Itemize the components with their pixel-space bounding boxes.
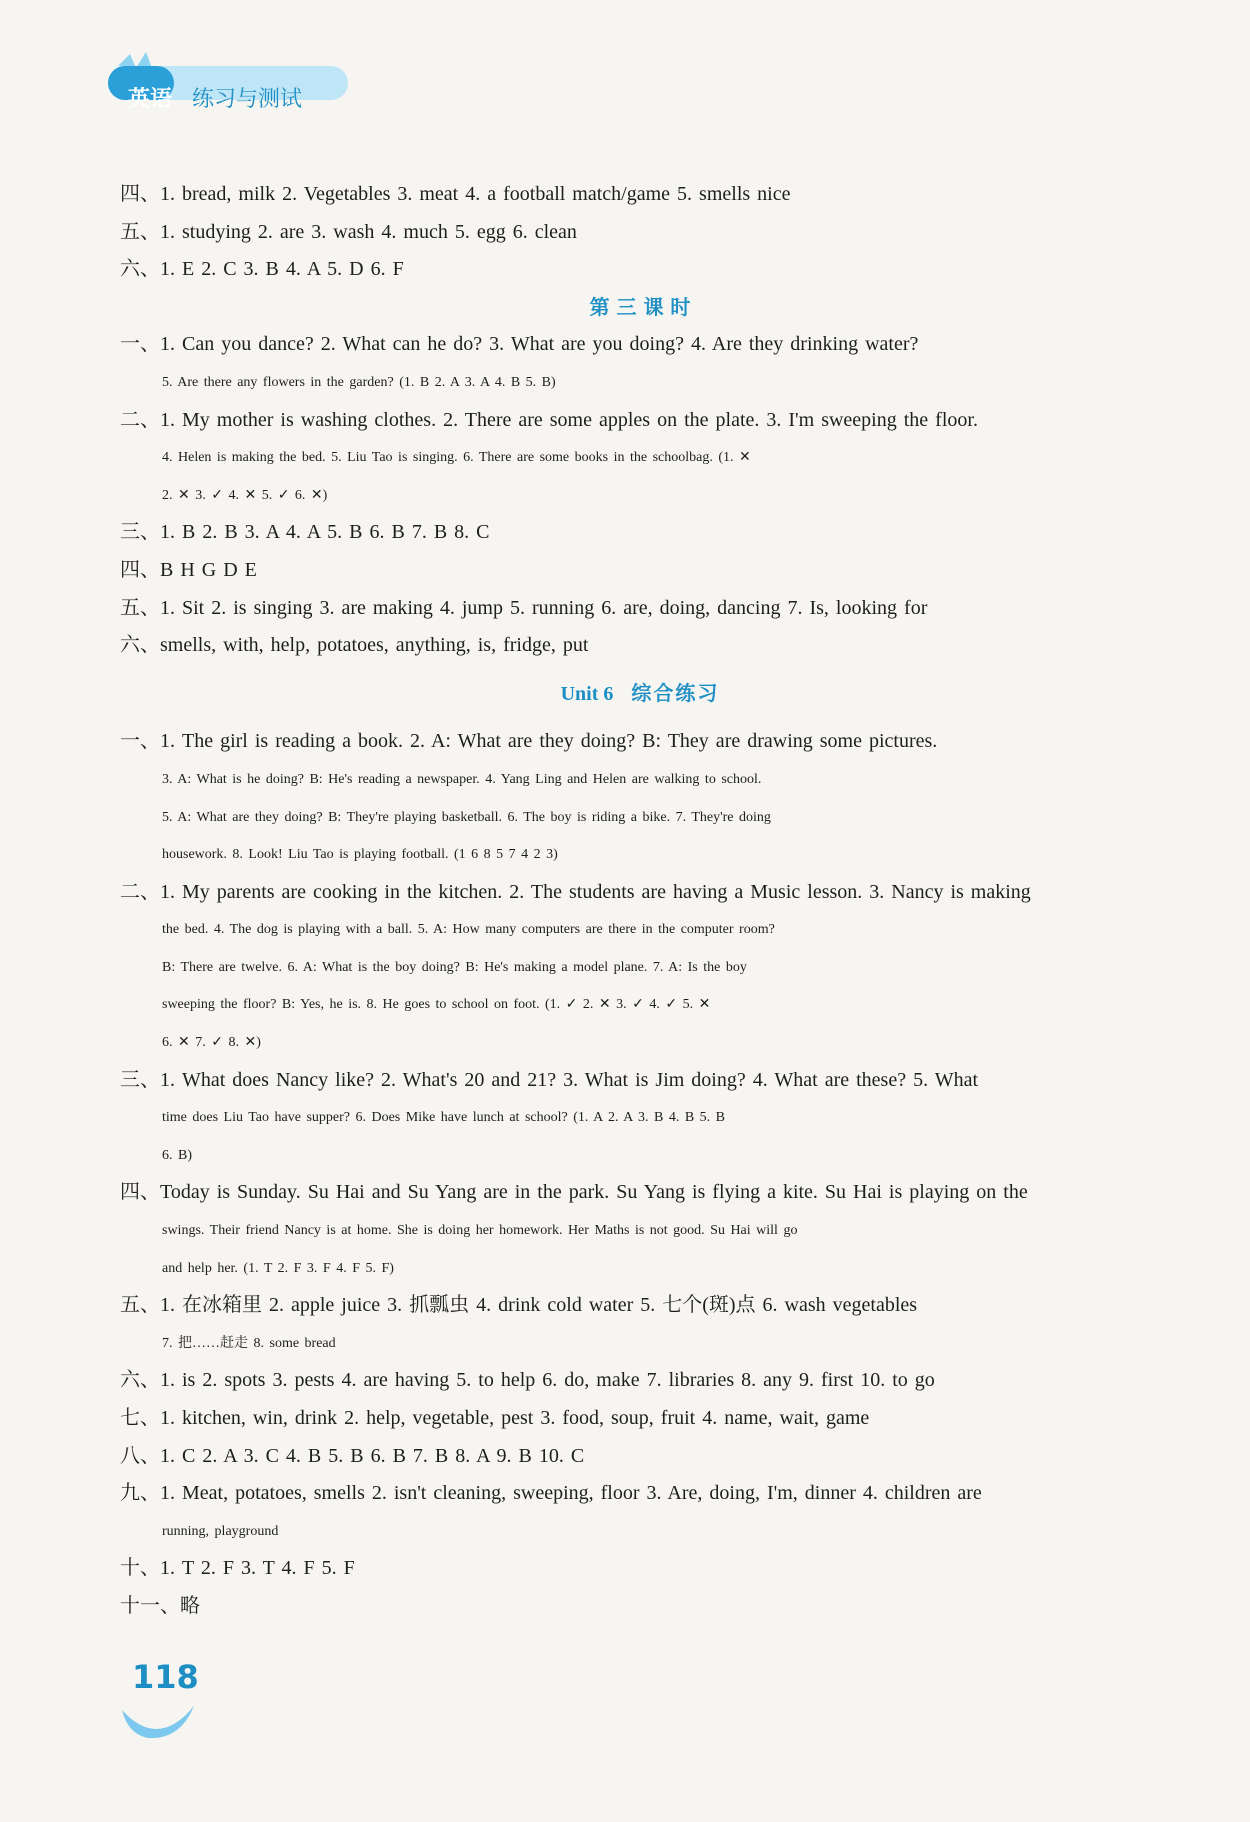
answer-line: 十、1. T 2. F 3. T 4. F 5. F: [120, 1557, 355, 1580]
answer-line: 四、Today is Sunday. Su Hai and Su Yang are in the park. Su Yang is flying a kite. Su Hai is playing on the: [120, 1181, 1028, 1204]
answer-line: 二、1. My parents are cooking in the kitchen. 2. The students are having a Music lesson. 3. Nancy is making: [120, 880, 1031, 903]
subject-label: 英语: [128, 87, 173, 112]
answer-line: 九、1. Meat, potatoes, smells 2. isn't cleaning, sweeping, floor 3. Are, doing, I'm, dinner 4. children are: [120, 1482, 982, 1505]
answer-line: 六、1. E 2. C 3. B 4. A 5. D 6. F: [120, 258, 404, 281]
answer-line: and help her. (1. T 2. F 3. F 4. F 5. F): [162, 1260, 394, 1276]
answer-line: 五、1. 在冰箱里 2. apple juice 3. 抓瓢虫 4. drink cold water 5. 七个(斑)点 6. wash vegetables: [120, 1294, 918, 1317]
book-title: 练习与测试: [192, 87, 303, 112]
answer-line: 十一、略: [120, 1594, 200, 1617]
answer-line: time does Liu Tao have supper? 6. Does Mike have lunch at school? (1. A 2. A 3. B 4. B 5. B: [162, 1110, 726, 1126]
answer-line: 八、1. C 2. A 3. C 4. B 5. B 6. B 7. B 8. A 9. B 10. C: [120, 1444, 585, 1467]
answer-line: 6. ✕ 7. ✓ 8. ✕): [162, 1035, 261, 1051]
answer-content: [120, 176, 1160, 1626]
answer-line: 三、1. B 2. B 3. A 4. A 5. B 6. B 7. B 8. C: [120, 521, 490, 544]
answer-line: 三、1. What does Nancy like? 2. What's 20 and 21? 3. What is Jim doing? 4. What are these? 5. What: [120, 1068, 979, 1091]
answer-line: 五、1. studying 2. are 3. wash 4. much 5. egg 6. clean: [120, 220, 577, 243]
page-number: 118: [132, 1658, 199, 1696]
answer-line: swings. Their friend Nancy is at home. She is doing her homework. Her Maths is not good. Su Hai will go: [162, 1223, 798, 1239]
answer-line: running, playground: [162, 1523, 279, 1539]
section-heading: 第 三 课 时: [589, 294, 691, 319]
answer-line: housework. 8. Look! Liu Tao is playing football. (1 6 8 5 7 4 2 3): [162, 847, 558, 863]
answer-line: 5. A: What are they doing? B: They're playing basketball. 6. The boy is riding a bike. 7. They're doing: [162, 809, 771, 825]
answer-line: 四、1. bread, milk 2. Vegetables 3. meat 4. a football match/game 5. smells nice: [120, 183, 791, 205]
answer-line: 六、1. is 2. spots 3. pests 4. are having 5. to help 6. do, make 7. libraries 8. any 9. first 10. to go: [120, 1369, 935, 1392]
page-number-decoration-icon: [118, 1700, 198, 1744]
unit-heading: [120, 675, 1160, 714]
answer-line: B: There are twelve. 6. A: What is the boy doing? B: He's making a model plane. 7. A: Is the boy: [162, 959, 747, 975]
answer-line: 六、smells, with, help, potatoes, anything, is, fridge, put: [120, 634, 589, 657]
answer-line: 二、1. My mother is washing clothes. 2. There are some apples on the plate. 3. I'm sweeping the floor.: [120, 408, 978, 431]
answer-line: 一、1. The girl is reading a book. 2. A: What are they doing? B: They are drawing some pictures.: [120, 730, 938, 753]
answer-line: the bed. 4. The dog is playing with a ball. 5. A: How many computers are there in the computer room?: [162, 922, 775, 938]
answer-line: 7. 把……赶走 8. some bread: [162, 1335, 336, 1351]
unit-subtitle: 综合练习: [631, 680, 720, 705]
answer-line: sweeping the floor? B: Yes, he is. 8. He goes to school on foot. (1. ✓ 2. ✕ 3. ✓ 4. ✓ 5. ✕: [162, 997, 711, 1013]
answer-line: 3. A: What is he doing? B: He's reading a newspaper. 4. Yang Ling and Helen are walking to school.: [162, 771, 762, 787]
answer-line: 七、1. kitchen, win, drink 2. help, vegetable, pest 3. food, soup, fruit 4. name, wait, game: [120, 1407, 870, 1429]
answer-line: 一、1. Can you dance? 2. What can he do? 3. What are you doing? 4. Are they drinking water?: [120, 333, 919, 356]
answer-line: 6. B): [162, 1147, 192, 1163]
answer-line: 四、B H G D E: [120, 558, 257, 581]
unit-label: Unit 6: [560, 682, 614, 705]
answer-line: 五、1. Sit 2. is singing 3. are making 4. jump 5. running 6. are, doing, dancing 7. Is, looking for: [120, 596, 928, 619]
answer-line: 5. Are there any flowers in the garden? (1. B 2. A 3. A 4. B 5. B): [162, 374, 556, 390]
answer-line: 4. Helen is making the bed. 5. Liu Tao is singing. 6. There are some books in the schoolbag. (1. ✕: [162, 450, 751, 466]
answer-line: 2. ✕ 3. ✓ 4. ✕ 5. ✓ 6. ✕): [162, 487, 328, 503]
